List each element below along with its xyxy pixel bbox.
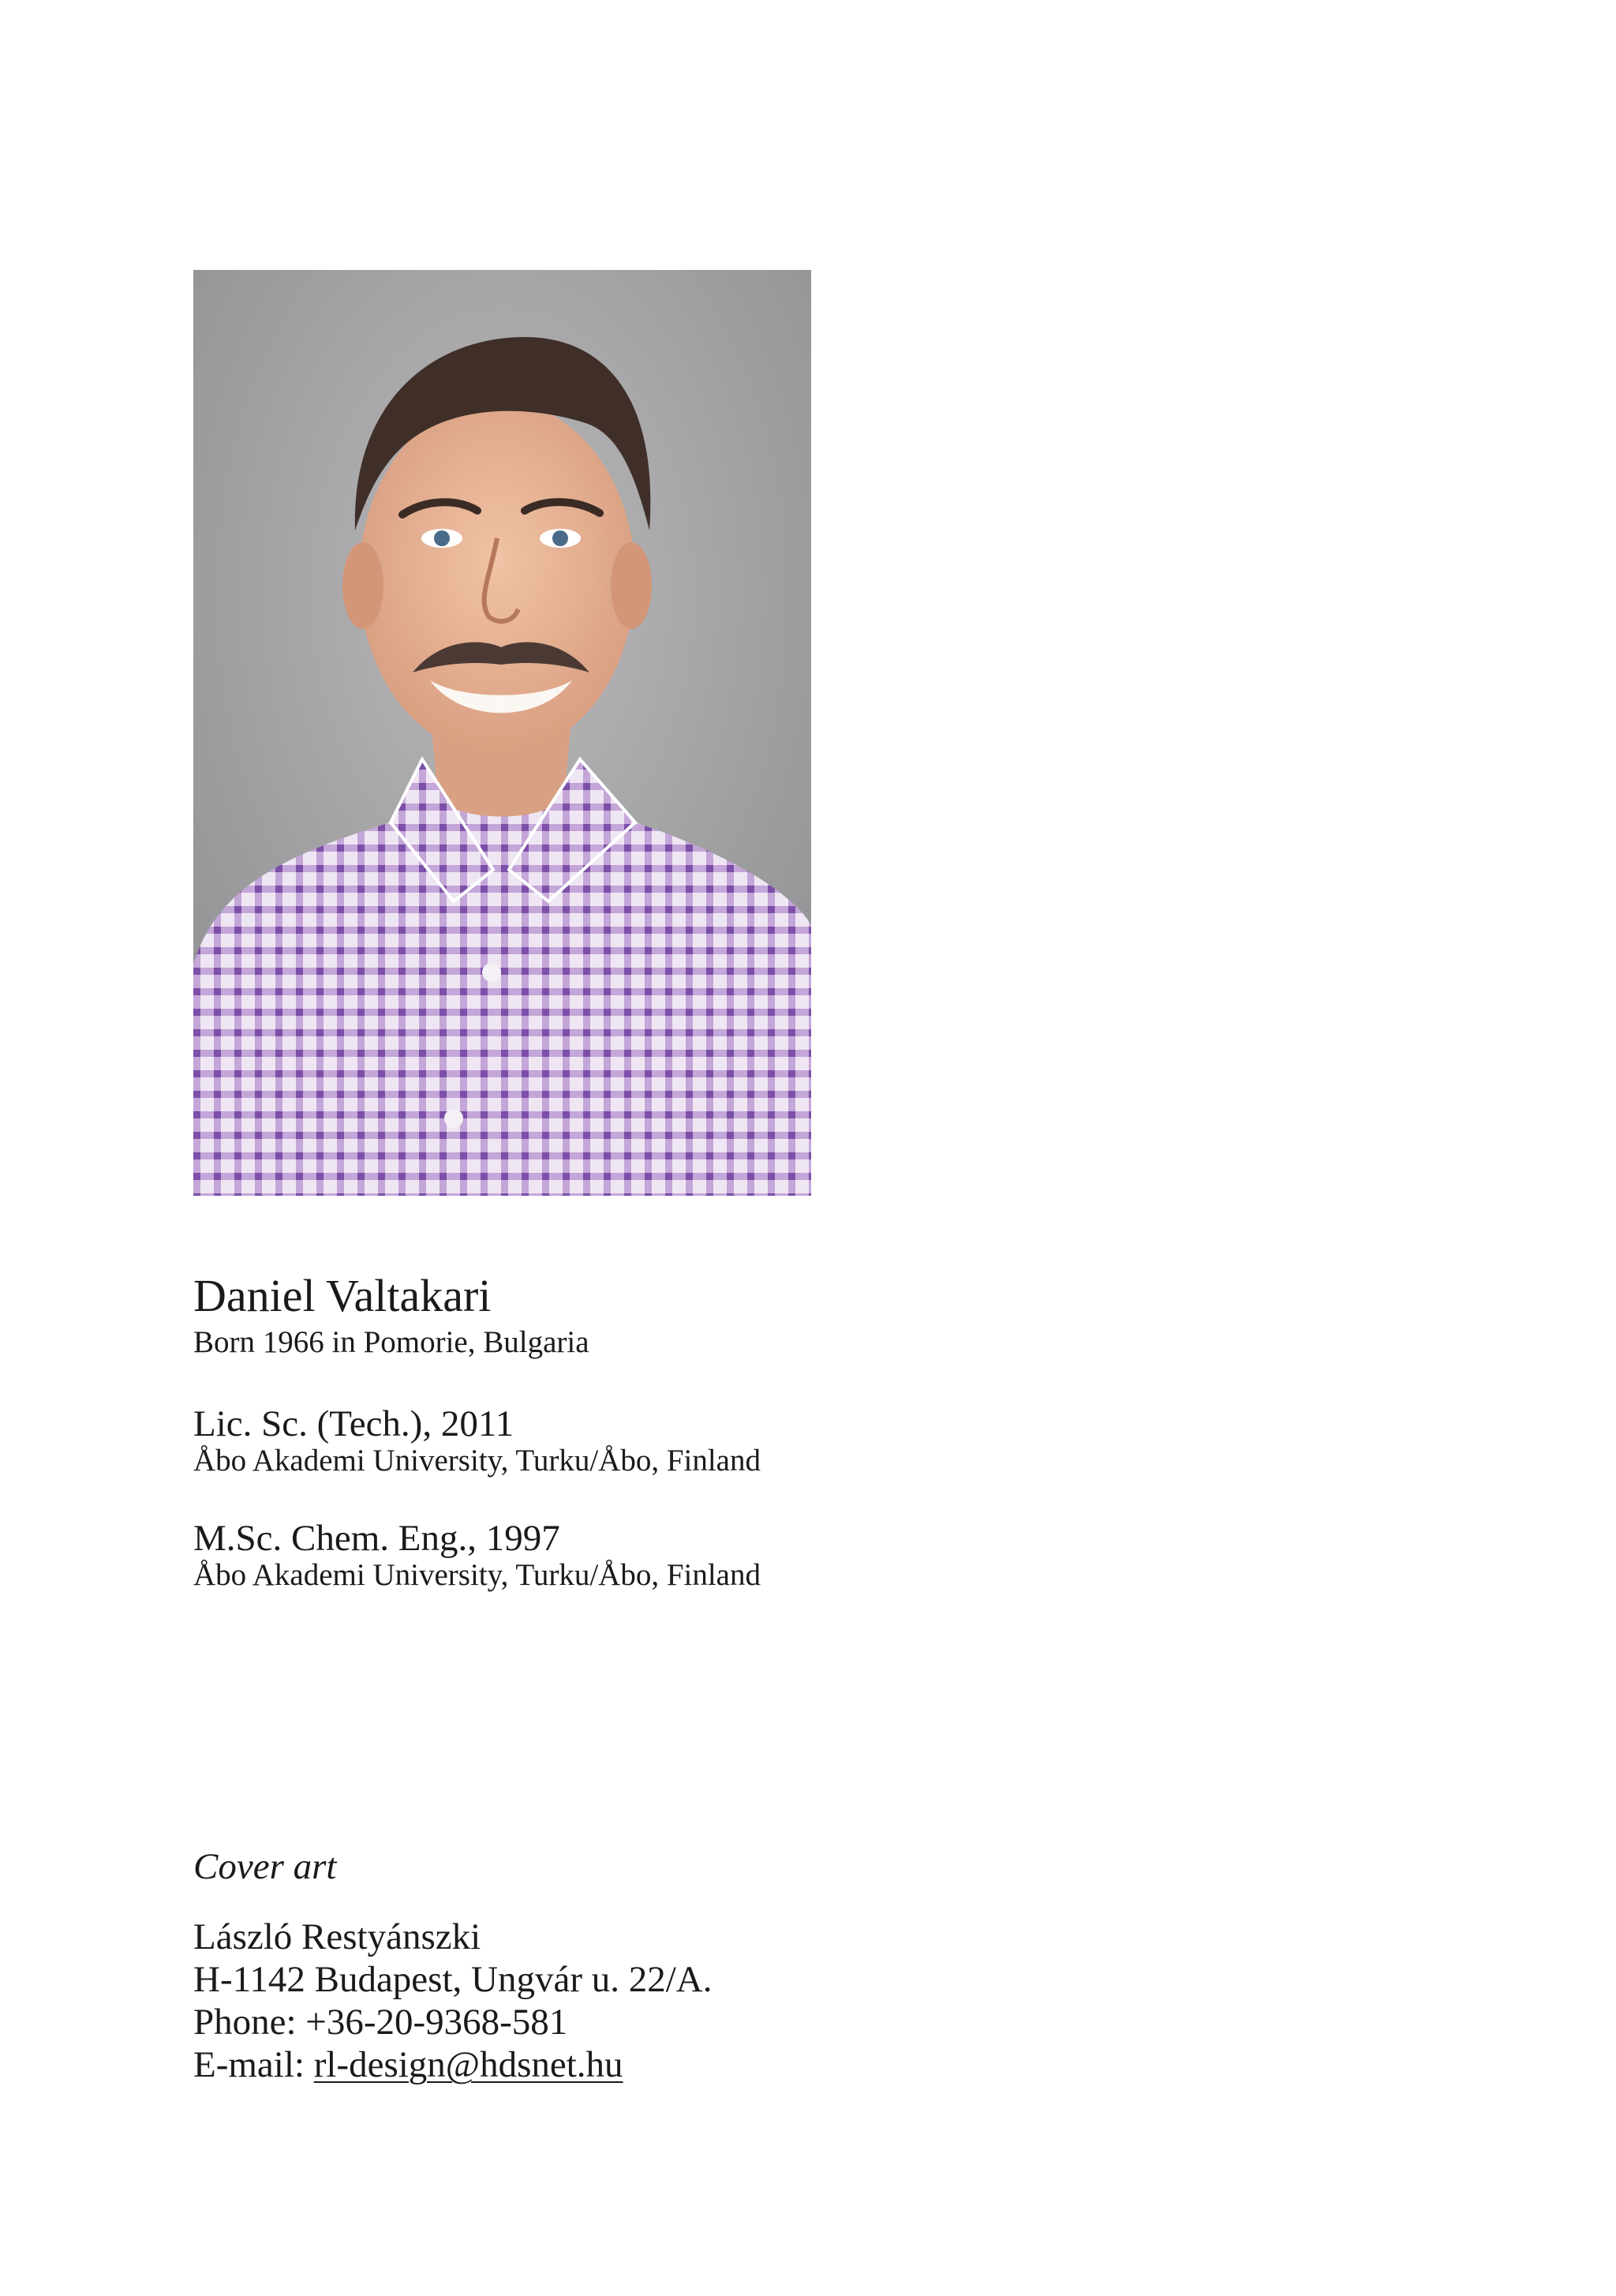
author-portrait-photo (193, 270, 811, 1196)
degree-title: Lic. Sc. (Tech.), 2011 (193, 1403, 514, 1444)
cover-artist-phone: Phone: +36-20-9368-581 (193, 2002, 568, 2043)
cover-artist-email-line (193, 2043, 623, 2086)
degree-title: M.Sc. Chem. Eng., 1997 (193, 1518, 560, 1559)
cover-artist-address: H-1142 Budapest, Ungvár u. 22/A. (193, 1959, 713, 2000)
author-name: Daniel Valtakari (193, 1270, 492, 1321)
email-link[interactable]: rl-design@hdsnet.hu (313, 2044, 623, 2085)
cover-art-heading: Cover art (193, 1846, 337, 1887)
author-birth-info: Born 1966 in Pomorie, Bulgaria (193, 1325, 589, 1359)
cover-artist-name: László Restyánszki (193, 1916, 481, 1957)
degree-institution: Åbo Akademi University, Turku/Åbo, Finland (193, 1444, 761, 1478)
degree-institution: Åbo Akademi University, Turku/Åbo, Finland (193, 1558, 761, 1592)
email-label: E-mail: (193, 2044, 314, 2085)
